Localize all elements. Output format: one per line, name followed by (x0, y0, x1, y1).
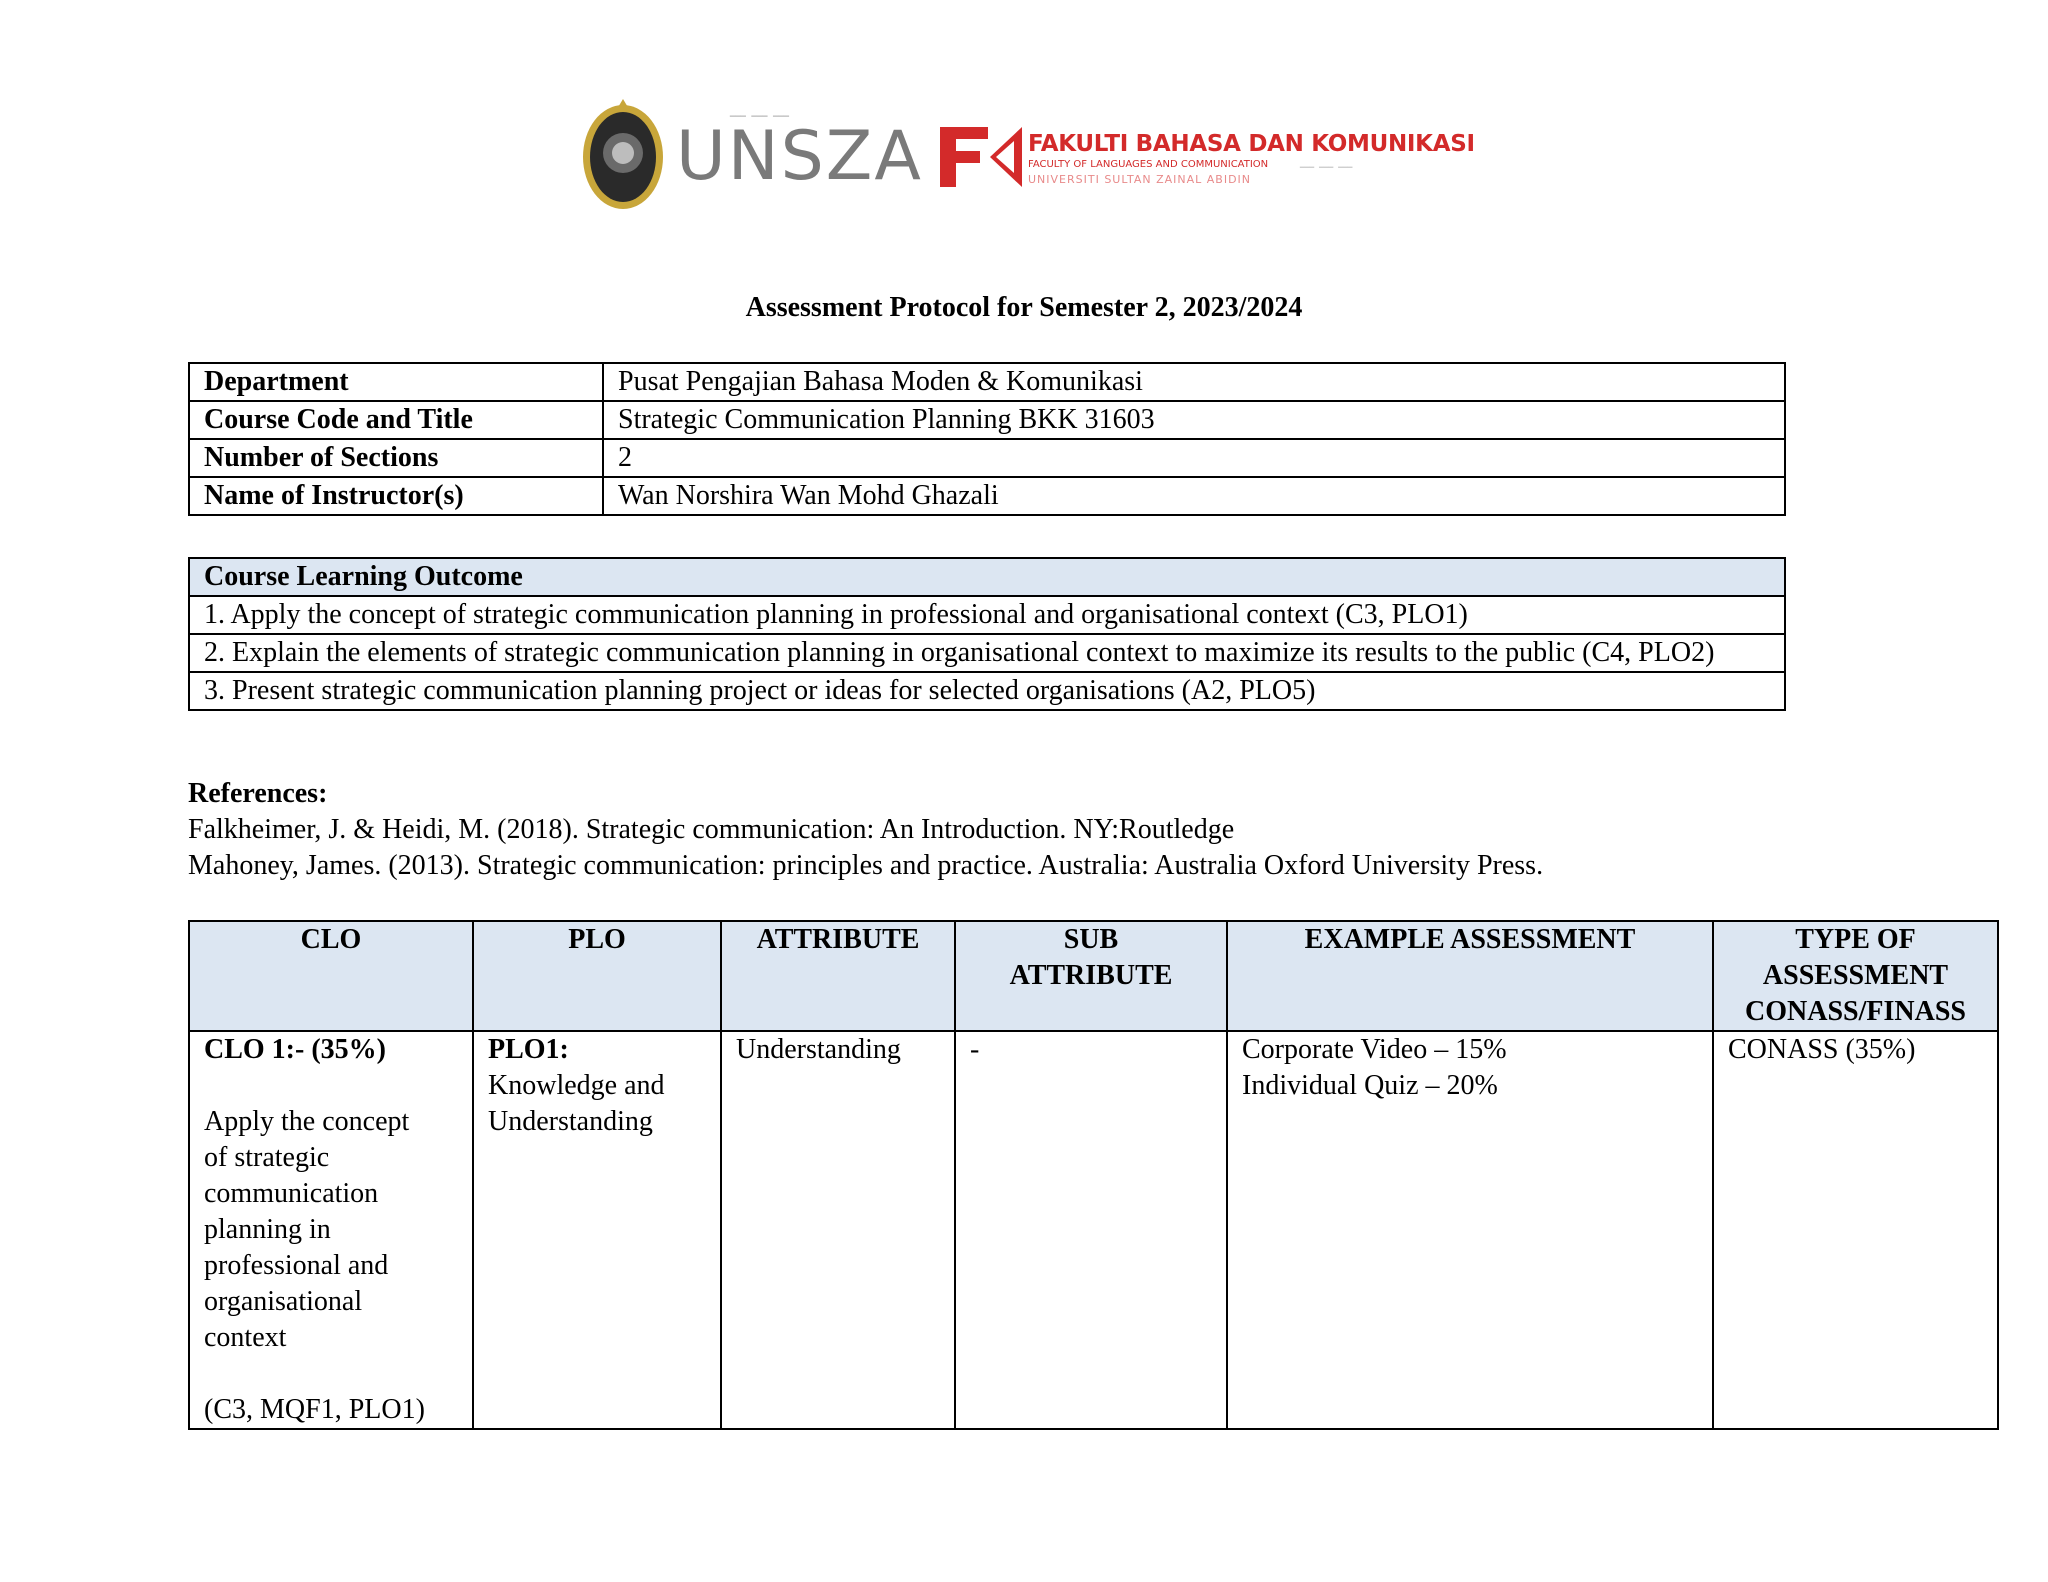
clo-desc-line: context (204, 1322, 287, 1353)
clo-item: 3. Present strategic communication planning project or ideas for selected organisations (A2, PLO5) (189, 672, 1785, 710)
cell-example-assessment (1227, 1031, 1713, 1429)
header-clo: CLO (189, 921, 473, 1031)
references-heading: References: (188, 778, 328, 809)
info-value: 2 (603, 439, 1785, 477)
cell-plo (473, 1031, 721, 1429)
unisza-emblem-icon (580, 95, 666, 213)
assessment-header-row (189, 921, 1998, 1031)
example-item: Corporate Video – 15% (1242, 1034, 1507, 1065)
unisza-script-decoration: ـــ ـــ ـــ (730, 101, 789, 122)
table-row (189, 1031, 1998, 1429)
info-value: Strategic Communication Planning BKK 31603 (603, 401, 1785, 439)
clo-desc-line: communication (204, 1178, 379, 1209)
plo-desc-line: Knowledge and (488, 1070, 665, 1101)
clo-item: 2. Explain the elements of strategic communication planning in organisational context to maximize its results to the public (C4, PLO2) (189, 634, 1785, 672)
header-type-of-assessment: TYPE OF ASSESSMENT CONASS/FINASS (1713, 921, 1998, 1031)
info-label: Name of Instructor(s) (189, 477, 603, 515)
references-section (188, 776, 1543, 884)
clo-desc-line: professional and (204, 1250, 389, 1281)
info-label: Number of Sections (189, 439, 603, 477)
assessment-table (188, 920, 1999, 1430)
header-plo: PLO (473, 921, 721, 1031)
clo-desc-line: planning in (204, 1214, 331, 1245)
clo-code: (C3, MQF1, PLO1) (204, 1394, 425, 1425)
info-label: Course Code and Title (189, 401, 603, 439)
clo-desc-line: Apply the concept (204, 1106, 410, 1137)
header-attribute: ATTRIBUTE (721, 921, 955, 1031)
faculty-logo-icon (940, 127, 1022, 187)
faculty-subtitle: FACULTY OF LANGUAGES AND COMMUNICATION (1028, 159, 1269, 170)
reference-item: Falkheimer, J. & Heidi, M. (2018). Strategic communication: An Introduction. NY:Routledge (188, 814, 1235, 845)
info-row-department (189, 363, 1785, 401)
faculty-script-decoration: ـــ ـــ ـــ (1300, 153, 1353, 172)
clo-title: CLO 1:- (35%) (204, 1034, 386, 1065)
cell-clo (189, 1031, 473, 1429)
clo-table-header: Course Learning Outcome (189, 558, 1785, 596)
info-value: Pusat Pengajian Bahasa Moden & Komunikasi (603, 363, 1785, 401)
clo-table (188, 557, 1786, 711)
clo-item: 1. Apply the concept of strategic communication planning in professional and organisational context (C3, PLO1) (189, 596, 1785, 634)
clo-desc-line: of strategic (204, 1142, 330, 1173)
header-example-assessment: EXAMPLE ASSESSMENT (1227, 921, 1713, 1031)
info-row-instructor (189, 477, 1785, 515)
course-info-table (188, 362, 1786, 516)
cell-sub-attribute: - (955, 1031, 1227, 1429)
document-title: Assessment Protocol for Semester 2, 2023/2024 (745, 292, 1303, 323)
plo-title: PLO1: (488, 1034, 569, 1065)
unisza-wordmark: UNSZA (676, 117, 923, 196)
info-value: Wan Norshira Wan Mohd Ghazali (603, 477, 1785, 515)
example-item: Individual Quiz – 20% (1242, 1070, 1498, 1101)
clo-desc-line: organisational (204, 1286, 363, 1317)
reference-item: Mahoney, James. (2013). Strategic communication: principles and practice. Australia: Australia Oxford University Press. (188, 850, 1544, 881)
info-row-course (189, 401, 1785, 439)
faculty-university: UNIVERSITI SULTAN ZAINAL ABIDIN (1028, 173, 1252, 186)
info-label: Department (189, 363, 603, 401)
cell-attribute: Understanding (721, 1031, 955, 1429)
info-row-sections (189, 439, 1785, 477)
header-logos (580, 95, 1475, 225)
plo-desc-line: Understanding (488, 1106, 653, 1137)
cell-type-of-assessment: CONASS (35%) (1713, 1031, 1998, 1429)
faculty-title: FAKULTI BAHASA DAN KOMUNIKASI (1028, 131, 1475, 157)
header-sub-attribute: SUB ATTRIBUTE (955, 921, 1227, 1031)
